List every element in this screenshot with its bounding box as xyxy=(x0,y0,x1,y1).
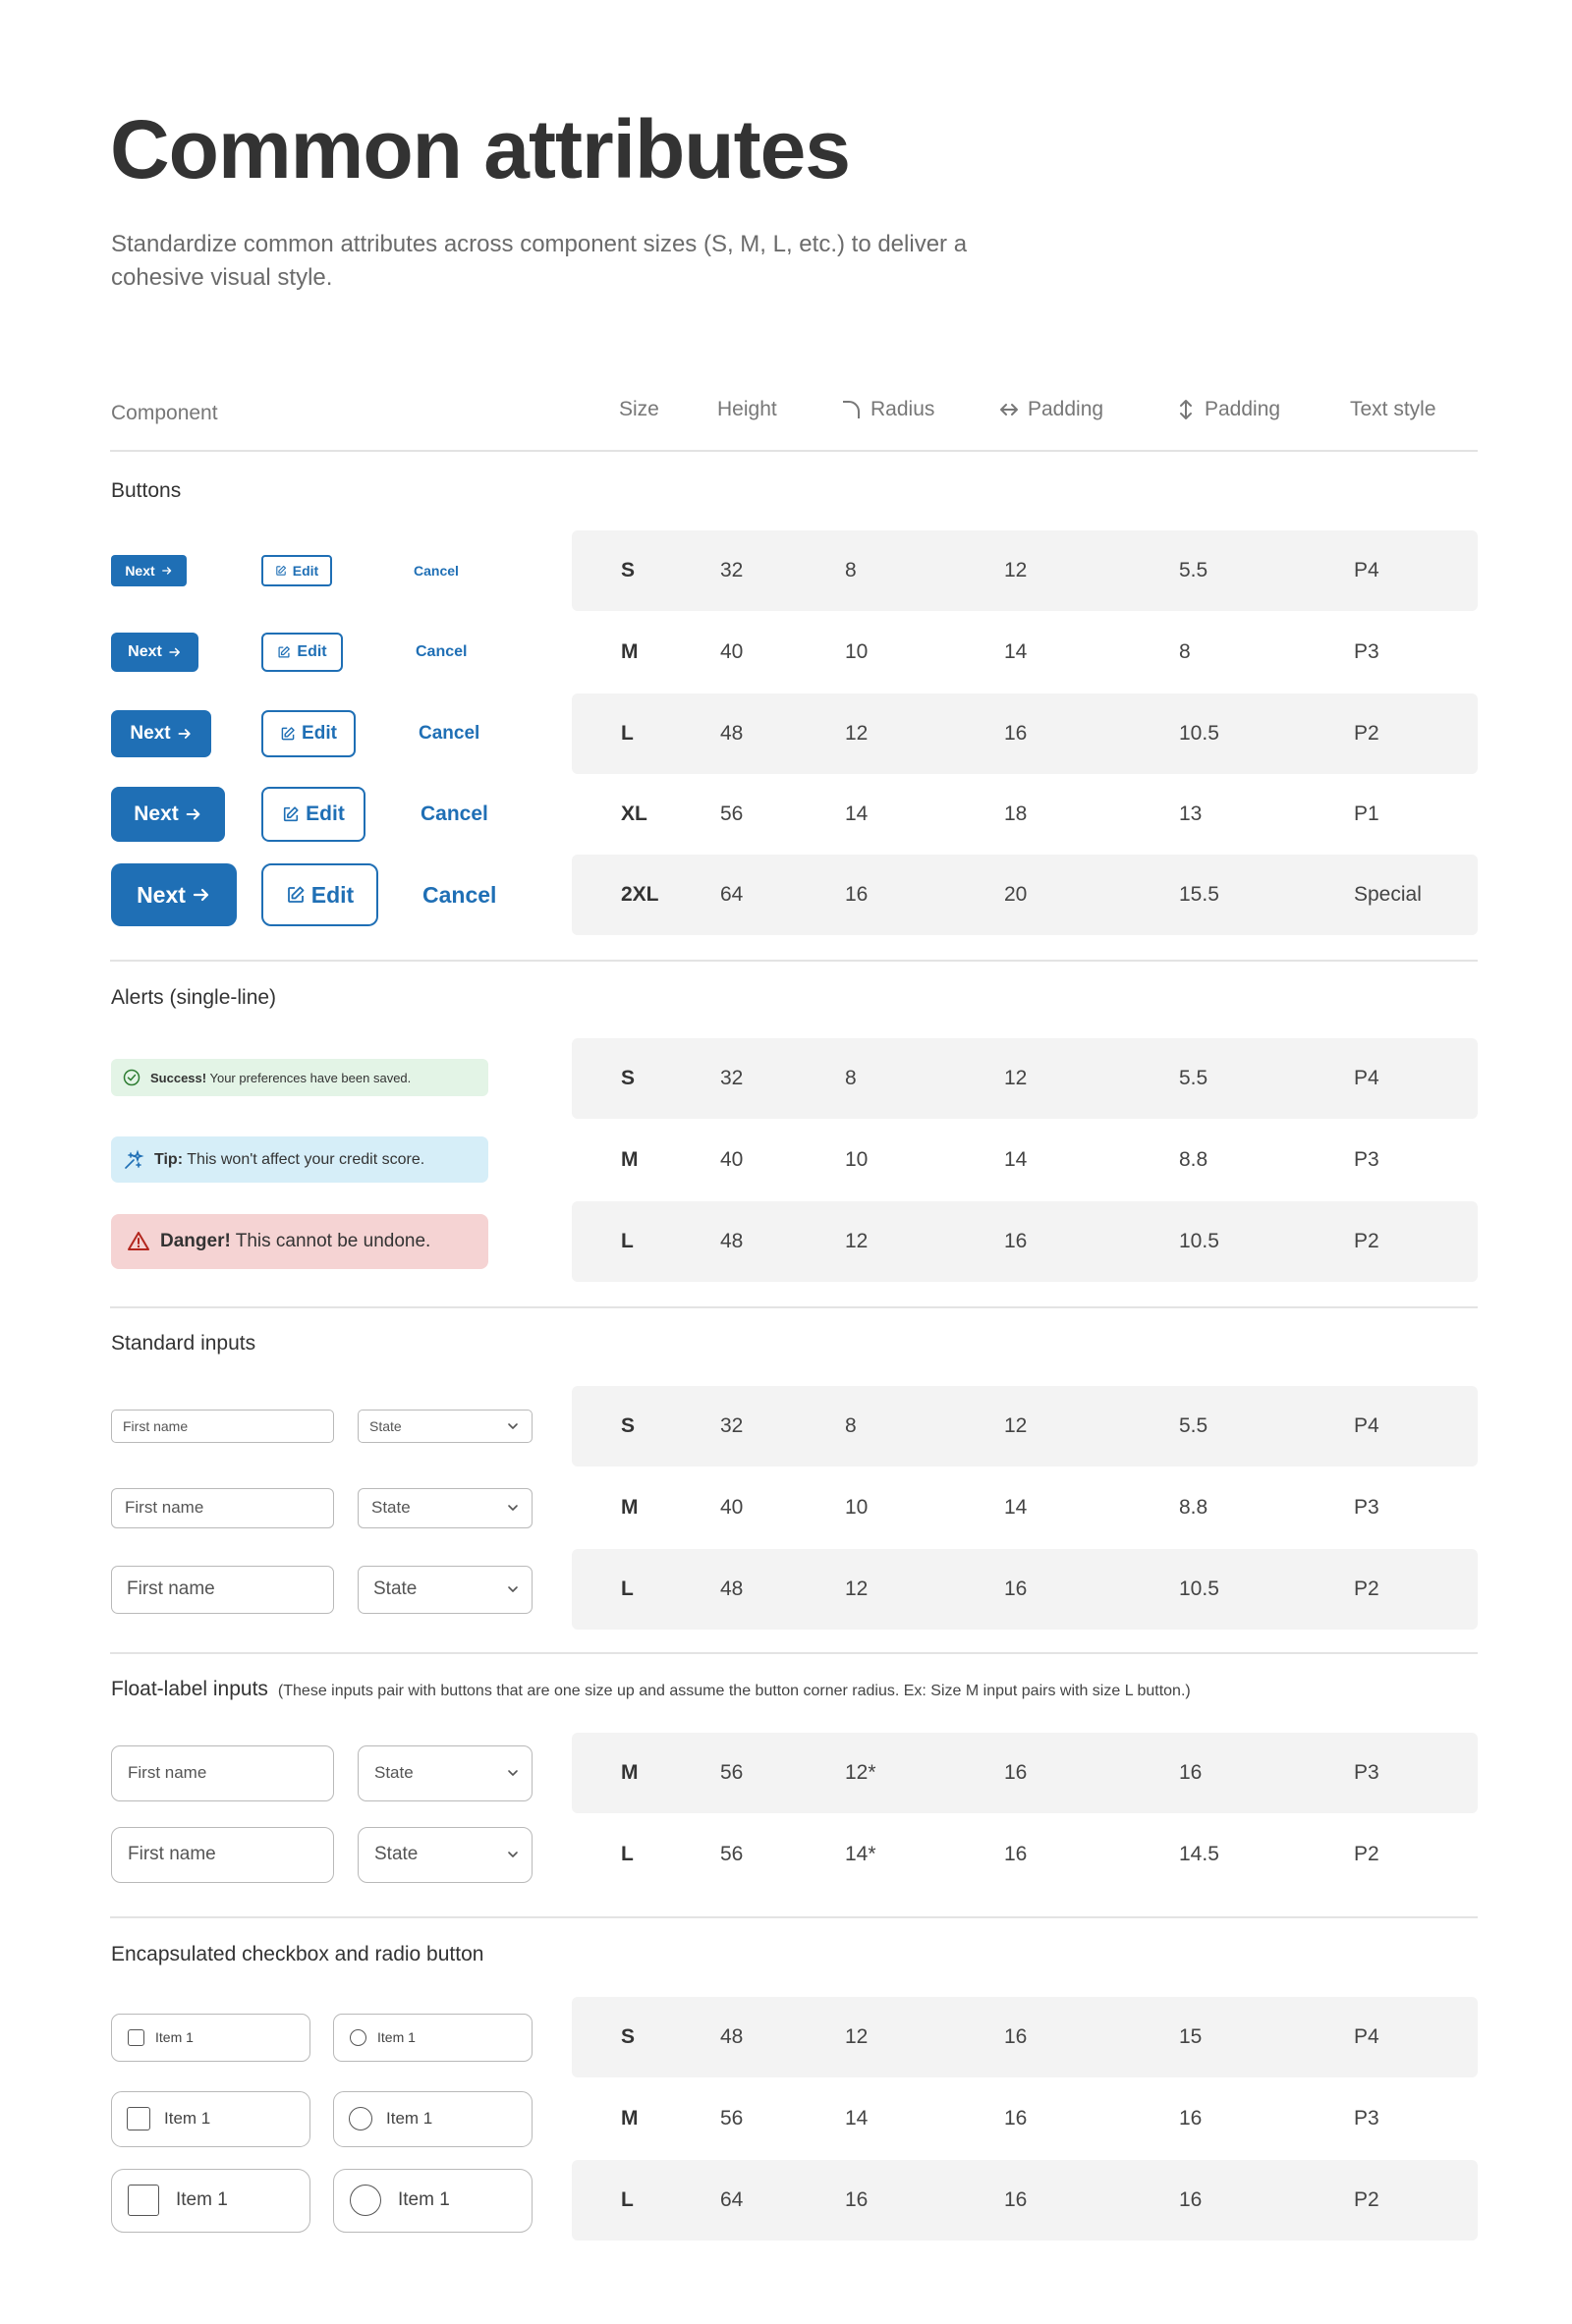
radio-label: Item 1 xyxy=(386,2109,433,2128)
cell-h-padding: 16 xyxy=(1004,1230,1028,1252)
section-title-buttons: Buttons xyxy=(111,479,182,502)
arrow-right-icon xyxy=(185,805,202,823)
cell-size: 2XL xyxy=(621,883,659,906)
first-name-input-placeholder: First name xyxy=(125,1498,204,1517)
state-select[interactable] xyxy=(358,1410,533,1443)
cell-h-padding: 16 xyxy=(1004,2107,1028,2130)
encapsulated-checkbox[interactable] xyxy=(111,2014,310,2062)
section-title-text: Float-label inputs xyxy=(111,1678,268,1700)
edit-button[interactable] xyxy=(261,863,378,926)
cell-size: M xyxy=(621,1761,639,1784)
checkbox-label: Item 1 xyxy=(176,2189,228,2210)
cell-height: 64 xyxy=(720,2188,744,2211)
edit-button-label: Edit xyxy=(306,802,345,825)
arrow-right-icon xyxy=(168,645,182,659)
cell-text-style: P3 xyxy=(1354,640,1379,663)
cell-radius: 12 xyxy=(845,1577,869,1600)
state-select[interactable] xyxy=(358,1488,533,1528)
cell-v-padding: 8.8 xyxy=(1179,1148,1208,1171)
section-divider xyxy=(110,1916,1478,1918)
cell-text-style: P3 xyxy=(1354,2107,1379,2130)
cell-size: M xyxy=(621,1148,639,1171)
cancel-button[interactable] xyxy=(416,633,467,672)
cell-height: 48 xyxy=(720,1577,744,1600)
cell-radius: 12 xyxy=(845,722,869,745)
checkbox-label: Item 1 xyxy=(155,2029,194,2045)
cell-v-padding: 5.5 xyxy=(1179,1414,1208,1437)
alert-message xyxy=(160,1231,430,1252)
column-header-vertical-padding xyxy=(1175,398,1280,421)
encapsulated-checkbox[interactable] xyxy=(111,2091,310,2147)
cell-text-style: Special xyxy=(1354,883,1422,906)
cell-radius: 14 xyxy=(845,802,869,825)
edit-icon xyxy=(282,805,300,823)
cell-height: 48 xyxy=(720,722,744,745)
column-header-label: Padding xyxy=(1028,398,1104,420)
cell-radius: 8 xyxy=(845,559,857,581)
edit-button-label: Edit xyxy=(292,563,319,579)
edit-icon xyxy=(286,885,306,905)
state-select-placeholder: State xyxy=(373,1578,418,1599)
cell-radius: 8 xyxy=(845,1414,857,1437)
alert-success xyxy=(111,1059,488,1096)
next-button-label: Next xyxy=(134,802,179,825)
section-title-encapsulated: Encapsulated checkbox and radio button xyxy=(111,1943,484,1965)
cell-height: 56 xyxy=(720,802,744,825)
check-circle-icon xyxy=(123,1069,140,1086)
cell-size: S xyxy=(621,559,636,581)
section-note: (These inputs pair with buttons that are one size up and assume the button corner radius. Ex: Size M input pairs with size L button.) xyxy=(277,1683,1191,1699)
cell-height: 32 xyxy=(720,1414,744,1437)
alert-text: This cannot be undone. xyxy=(235,1231,431,1251)
cell-h-padding: 12 xyxy=(1004,1067,1028,1089)
cell-size: M xyxy=(621,640,639,663)
next-button[interactable] xyxy=(111,633,198,672)
edit-button[interactable] xyxy=(261,787,365,842)
cell-v-padding: 10.5 xyxy=(1179,722,1219,745)
cell-height: 56 xyxy=(720,1843,744,1865)
cell-text-style: P2 xyxy=(1354,2188,1379,2211)
cell-height: 64 xyxy=(720,883,744,906)
cell-v-padding: 15 xyxy=(1179,2025,1203,2048)
alert-text: Your preferences have been saved. xyxy=(209,1070,412,1085)
cell-text-style: P3 xyxy=(1354,1496,1379,1519)
cancel-button[interactable] xyxy=(414,555,459,586)
edit-button[interactable] xyxy=(261,633,343,672)
cell-text-style: P3 xyxy=(1354,1148,1379,1171)
cell-text-style: P2 xyxy=(1354,1577,1379,1600)
cell-h-padding: 16 xyxy=(1004,1577,1028,1600)
radio-circle-icon xyxy=(350,2029,366,2046)
cell-v-padding: 5.5 xyxy=(1179,1067,1208,1089)
first-name-input-placeholder: First name xyxy=(123,1418,189,1434)
cell-text-style: P4 xyxy=(1354,1067,1379,1089)
column-header-component xyxy=(111,402,218,425)
cell-radius: 10 xyxy=(845,640,869,663)
alert-strong: Success! xyxy=(150,1070,207,1085)
chevron-down-icon xyxy=(506,1766,520,1780)
cell-size: S xyxy=(621,1414,636,1437)
cancel-button-label: Cancel xyxy=(421,802,488,825)
cancel-button[interactable] xyxy=(422,863,496,926)
cell-v-padding: 10.5 xyxy=(1179,1577,1219,1600)
cell-radius: 14* xyxy=(845,1843,876,1865)
first-name-input[interactable] xyxy=(111,1410,334,1443)
next-button-label: Next xyxy=(130,723,171,744)
cell-size: L xyxy=(621,1577,634,1600)
column-header-label: Padding xyxy=(1205,398,1281,420)
sparkle-icon xyxy=(123,1149,144,1171)
float-first-name-input-placeholder: First name xyxy=(128,1763,207,1782)
state-select-placeholder: State xyxy=(369,1418,402,1434)
chevron-down-icon xyxy=(506,1848,520,1861)
float-first-name-input[interactable] xyxy=(111,1827,334,1883)
cell-v-padding: 5.5 xyxy=(1179,559,1208,581)
radio-label: Item 1 xyxy=(398,2189,450,2210)
edit-button-label: Edit xyxy=(302,723,337,744)
alert-danger xyxy=(111,1214,488,1269)
section-title-float-inputs xyxy=(111,1678,1191,1701)
cell-h-padding: 16 xyxy=(1004,722,1028,745)
arrow-right-icon xyxy=(192,885,211,905)
edit-button[interactable] xyxy=(261,555,332,586)
alert-text: This won't affect your credit score. xyxy=(187,1150,425,1168)
column-header-label: Radius xyxy=(870,398,935,420)
first-name-input[interactable] xyxy=(111,1566,334,1614)
edit-icon xyxy=(277,645,291,659)
cell-text-style: P2 xyxy=(1354,1230,1379,1252)
cancel-button-label: Cancel xyxy=(414,563,459,579)
float-state-select[interactable] xyxy=(358,1827,533,1883)
float-first-name-input[interactable] xyxy=(111,1745,334,1801)
chevron-down-icon xyxy=(506,1419,520,1433)
encapsulated-radio[interactable] xyxy=(333,2014,533,2062)
state-select-placeholder: State xyxy=(371,1498,411,1517)
float-state-select[interactable] xyxy=(358,1745,533,1801)
float-state-select-placeholder: State xyxy=(374,1844,419,1864)
edit-button-label: Edit xyxy=(297,643,327,660)
section-divider xyxy=(110,1652,1478,1654)
cell-size: L xyxy=(621,2188,634,2211)
column-header-horizontal-padding xyxy=(998,398,1103,421)
checkbox-square-icon xyxy=(128,2029,144,2046)
cell-height: 40 xyxy=(720,1496,744,1519)
next-button[interactable] xyxy=(111,555,187,586)
cell-height: 48 xyxy=(720,1230,744,1252)
float-first-name-input-placeholder: First name xyxy=(128,1844,216,1864)
encapsulated-radio[interactable] xyxy=(333,2091,533,2147)
cell-text-style: P4 xyxy=(1354,559,1379,581)
cancel-button-label: Cancel xyxy=(416,643,468,660)
cell-size: M xyxy=(621,1496,639,1519)
cancel-button[interactable] xyxy=(421,787,488,842)
float-state-select-placeholder: State xyxy=(374,1763,414,1782)
column-header-radius xyxy=(841,398,934,421)
cell-text-style: P4 xyxy=(1354,2025,1379,2048)
checkbox-label: Item 1 xyxy=(164,2109,211,2128)
radio-label: Item 1 xyxy=(377,2029,416,2045)
cell-size: XL xyxy=(621,802,647,825)
cell-radius: 14 xyxy=(845,2107,869,2130)
cell-height: 40 xyxy=(720,1148,744,1171)
cell-v-padding: 13 xyxy=(1179,802,1203,825)
alert-strong: Tip: xyxy=(154,1150,184,1168)
header-divider xyxy=(110,450,1478,452)
next-button[interactable] xyxy=(111,787,225,842)
cell-height: 56 xyxy=(720,1761,744,1784)
horizontal-arrows-icon xyxy=(998,399,1020,420)
warning-triangle-icon xyxy=(127,1230,150,1253)
arrow-right-icon xyxy=(177,726,193,742)
page-subtitle: Standardize common attributes across component sizes (S, M, L, etc.) to deliver a cohesive visual style. xyxy=(111,231,968,291)
cell-height: 56 xyxy=(720,2107,744,2130)
cancel-button-label: Cancel xyxy=(422,881,497,908)
cell-v-padding: 14.5 xyxy=(1179,1843,1219,1865)
cell-v-padding: 16 xyxy=(1179,2107,1203,2130)
cell-radius: 16 xyxy=(845,883,869,906)
cell-h-padding: 16 xyxy=(1004,2025,1028,2048)
edit-button[interactable] xyxy=(261,710,356,757)
edit-icon xyxy=(280,726,296,742)
vertical-arrows-icon xyxy=(1175,399,1197,420)
cell-v-padding: 10.5 xyxy=(1179,1230,1219,1252)
cell-text-style: P2 xyxy=(1354,722,1379,745)
edit-icon xyxy=(275,565,287,577)
cell-radius: 12 xyxy=(845,2025,869,2048)
cell-size: L xyxy=(621,1843,634,1865)
page-title: Common attributes xyxy=(110,103,851,195)
column-header-label: Height xyxy=(717,398,777,420)
cell-size: L xyxy=(621,722,634,745)
next-button-label: Next xyxy=(128,643,162,660)
radio-circle-icon xyxy=(350,2185,381,2216)
section-divider xyxy=(110,1306,1478,1308)
cell-v-padding: 15.5 xyxy=(1179,883,1219,906)
cancel-button[interactable] xyxy=(419,710,479,757)
cell-radius: 16 xyxy=(845,2188,869,2211)
cell-size: S xyxy=(621,1067,636,1089)
cell-radius: 10 xyxy=(845,1496,869,1519)
column-header-text-style xyxy=(1350,398,1436,421)
cell-radius: 10 xyxy=(845,1148,869,1171)
cancel-button-label: Cancel xyxy=(419,723,480,744)
state-select[interactable] xyxy=(358,1566,533,1614)
cell-h-padding: 16 xyxy=(1004,1761,1028,1784)
cell-h-padding: 14 xyxy=(1004,1148,1028,1171)
alert-tip xyxy=(111,1136,488,1183)
section-title-standard-inputs: Standard inputs xyxy=(111,1332,256,1355)
cell-text-style: P4 xyxy=(1354,1414,1379,1437)
cell-h-padding: 12 xyxy=(1004,559,1028,581)
alert-message xyxy=(150,1071,411,1085)
radio-circle-icon xyxy=(349,2107,372,2130)
cell-h-padding: 16 xyxy=(1004,2188,1028,2211)
column-header-height xyxy=(717,398,777,421)
cell-h-padding: 16 xyxy=(1004,1843,1028,1865)
next-button[interactable] xyxy=(111,863,237,926)
cell-v-padding: 16 xyxy=(1179,2188,1203,2211)
cell-radius: 12 xyxy=(845,1230,869,1252)
next-button-label: Next xyxy=(137,881,186,908)
corner-radius-icon xyxy=(841,399,863,420)
cell-height: 32 xyxy=(720,1067,744,1089)
cell-radius: 8 xyxy=(845,1067,857,1089)
next-button-label: Next xyxy=(125,563,155,579)
next-button[interactable] xyxy=(111,710,211,757)
cell-height: 40 xyxy=(720,640,744,663)
cell-text-style: P2 xyxy=(1354,1843,1379,1865)
cell-v-padding: 8.8 xyxy=(1179,1496,1208,1519)
section-title-alerts: Alerts (single-line) xyxy=(111,986,277,1009)
column-header-size xyxy=(619,398,659,421)
cell-height: 48 xyxy=(720,2025,744,2048)
cell-text-style: P3 xyxy=(1354,1761,1379,1784)
cell-size: L xyxy=(621,1230,634,1252)
encapsulated-radio[interactable] xyxy=(333,2169,533,2233)
column-header-label: Component xyxy=(111,402,218,424)
first-name-input[interactable] xyxy=(111,1488,334,1528)
cell-v-padding: 16 xyxy=(1179,1761,1203,1784)
encapsulated-checkbox[interactable] xyxy=(111,2169,310,2233)
checkbox-square-icon xyxy=(127,2107,150,2130)
chevron-down-icon xyxy=(506,1501,520,1515)
cell-v-padding: 8 xyxy=(1179,640,1191,663)
cell-radius: 12* xyxy=(845,1761,876,1784)
cell-h-padding: 12 xyxy=(1004,1414,1028,1437)
cell-h-padding: 20 xyxy=(1004,883,1028,906)
checkbox-square-icon xyxy=(128,2185,159,2216)
cell-height: 32 xyxy=(720,559,744,581)
arrow-right-icon xyxy=(161,565,173,577)
column-header-label: Text style xyxy=(1350,398,1436,420)
cell-size: M xyxy=(621,2107,639,2130)
alert-message xyxy=(154,1151,424,1169)
cell-h-padding: 14 xyxy=(1004,640,1028,663)
cell-h-padding: 14 xyxy=(1004,1496,1028,1519)
cell-h-padding: 18 xyxy=(1004,802,1028,825)
chevron-down-icon xyxy=(506,1582,520,1596)
cell-size: S xyxy=(621,2025,636,2048)
alert-strong: Danger! xyxy=(160,1231,231,1251)
cell-text-style: P1 xyxy=(1354,802,1379,825)
first-name-input-placeholder: First name xyxy=(127,1578,215,1599)
column-header-label: Size xyxy=(619,398,659,420)
edit-button-label: Edit xyxy=(310,881,355,908)
section-divider xyxy=(110,960,1478,962)
